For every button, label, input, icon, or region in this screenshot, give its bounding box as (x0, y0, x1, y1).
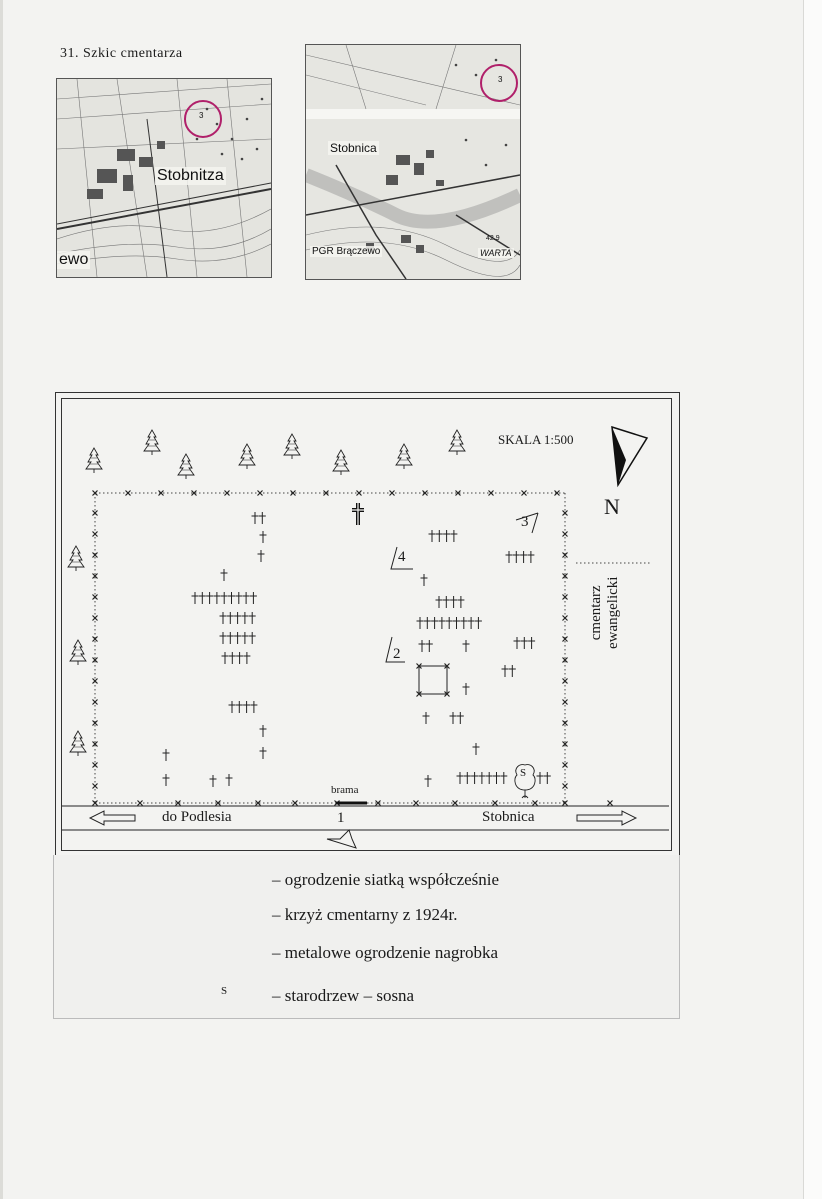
neighbour-label-line1: cmentarz (588, 585, 604, 641)
neighbour-label (588, 577, 622, 649)
modern-map-drawing (306, 45, 520, 279)
pine-symbol-label: S (520, 767, 527, 779)
gate-label: brama (331, 784, 359, 796)
modern-map (305, 44, 521, 280)
page-edge-right (803, 0, 822, 1199)
map-label-bottom: PGR Brączewo (312, 246, 381, 257)
road-label-right: Stobnica (482, 809, 535, 825)
map-marker-label: 3 (199, 111, 204, 120)
scale-label: SKALA 1:500 (498, 432, 574, 447)
neighbour-label-line2: ewangelicki (605, 576, 621, 649)
legend-pine-text: – starodrzew – sosna (272, 986, 415, 1005)
cemetery-plan-inner-frame (61, 398, 672, 851)
map-marker-label: 3 (498, 75, 503, 84)
view-marker-4: 4 (398, 549, 406, 565)
north-label: N (604, 494, 620, 519)
map-elevation: 42.9 (486, 235, 500, 242)
page-edge-left (0, 0, 3, 1199)
view-marker-1: 1 (337, 810, 345, 826)
historical-map (56, 78, 272, 278)
legend-pine-symbol: S (221, 985, 228, 997)
map-place-label: Stobnica (330, 141, 377, 155)
view-marker-3: 3 (521, 514, 529, 530)
legend-fence-text: – ogrodzenie siatką współcześnie (272, 870, 500, 889)
page-title: 31. Szkic cmentarza (60, 46, 183, 61)
road-label-left: do Podlesia (162, 809, 232, 825)
map-place-label: Stobnitza (157, 167, 224, 184)
legend-cross-text: – krzyż cmentarny z 1924r. (272, 905, 458, 924)
view-marker-2: 2 (393, 646, 401, 662)
legend-grave-fence-text: – metalowe ogrodzenie nagrobka (272, 943, 499, 962)
map-label-right: WARTA (480, 248, 512, 258)
map-corner-label: ewo (59, 251, 89, 268)
